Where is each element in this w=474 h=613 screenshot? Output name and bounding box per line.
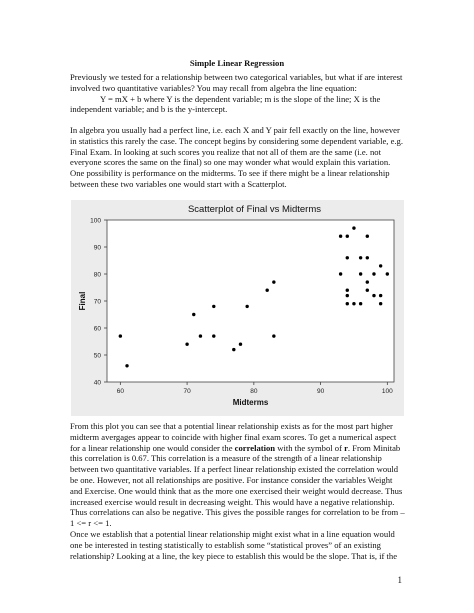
text-line: Previously we tested for a relationship between two categorical variables, but what if are interest — [70, 72, 403, 82]
data-point — [366, 235, 369, 238]
x-tick-label: 90 — [316, 388, 325, 395]
text-line: increased exercise would result in decreasing weight. This would have a negative relationship. — [70, 496, 395, 507]
x-axis-label: Midterms — [232, 398, 269, 407]
data-point — [339, 272, 342, 275]
data-point — [239, 343, 242, 346]
data-point — [346, 235, 349, 238]
text-line: independent variable; and b is the y-intercept. — [70, 104, 228, 115]
scatterplot-chart — [71, 200, 404, 416]
data-point — [212, 334, 215, 337]
data-point — [199, 334, 202, 337]
text-line: in statistics this rarely the case. The concept begins by considering some dependent variable, e.g. — [70, 135, 403, 146]
data-point — [366, 289, 369, 292]
x-tick-label: 100 — [381, 388, 393, 395]
data-point — [379, 294, 382, 297]
data-point — [119, 334, 122, 337]
text-line: one be interested in testing statistically to establish some “statistical proves” of an existing — [70, 539, 381, 550]
data-point — [359, 256, 362, 259]
text-line: In algebra you usually had a perfect line, i.e. each X and Y pair fell exactly on the line, however — [70, 125, 400, 135]
x-tick-label: 60 — [116, 388, 124, 395]
correlation-paragraph — [70, 421, 418, 561]
text-line: this correlation is 0.67. This correlation is a measure of the strength of a linear relationship — [70, 453, 382, 464]
equation-line: Y = mX + b where Y is the dependent variable; m is the slope of the line; X is the — [100, 93, 381, 104]
data-point — [125, 364, 128, 367]
document-title: Simple Linear Regression — [189, 58, 285, 68]
data-point — [366, 256, 369, 259]
x-tick-label: 70 — [183, 388, 191, 395]
text-line: Final Exam. In looking at such scores you realize that not all of them are the same (i.e. not — [70, 146, 381, 157]
data-point — [359, 302, 362, 305]
data-point — [366, 280, 369, 283]
data-point — [339, 235, 342, 238]
data-point — [245, 305, 248, 308]
scatterplot-svg — [71, 200, 404, 416]
data-point — [372, 272, 375, 275]
y-tick-label: 100 — [90, 217, 101, 225]
y-tick-label: 40 — [93, 379, 101, 387]
data-point — [346, 302, 349, 305]
text-line: From this plot you can see that a potential linear relationship exists as for the most part higher — [70, 421, 393, 431]
text-line: 1 <= r <= 1. — [70, 518, 112, 529]
data-point — [346, 289, 349, 292]
text-line: between two quantitative variables. If a perfect linear relationship existed the correlation would — [70, 464, 399, 475]
text-line: One possibility is performance on the midterms. To see if there might be a linear relationship — [70, 168, 390, 179]
data-point — [272, 334, 275, 337]
text-line: Once we establish that a potential linear relationship might exist what in a line equation would — [70, 528, 395, 539]
page-number: 1 — [397, 575, 402, 585]
data-point — [379, 302, 382, 305]
data-point — [346, 256, 349, 259]
data-point — [346, 294, 349, 297]
text-line: and Exercise. One would think that as the more one exercised their weight would decrease. Thus — [70, 485, 403, 496]
y-tick-label: 50 — [93, 352, 101, 360]
y-tick-label: 60 — [93, 325, 101, 333]
data-point — [265, 289, 268, 292]
data-point — [372, 294, 375, 297]
text-line: involved two quantitative variables? You may recall from algebra the line equation: — [70, 82, 357, 93]
data-point — [232, 348, 235, 351]
chart-title: Scatterplot of Final vs Midterms — [187, 204, 322, 215]
y-axis-label: Final — [78, 291, 87, 311]
x-tick-label: 80 — [250, 388, 258, 395]
data-point — [386, 272, 389, 275]
intro-paragraph — [70, 72, 418, 115]
scatterplot-intro-paragraph — [70, 125, 418, 190]
data-point — [185, 343, 188, 346]
text-line: Thus correlations can also be negative. This gives the possible ranges for correlation to be from – — [70, 507, 405, 518]
text-line: between these two variables one would start with a Scatterplot. — [70, 178, 287, 189]
plot-area — [107, 220, 394, 382]
text-line: relationship? Looking at a line, the key piece to establish this would be the slope. That is, if the — [70, 550, 398, 561]
text-line: be one. However, not all relationships are positive. For instance consider the variables Weight — [70, 474, 393, 485]
y-tick-label: 80 — [93, 271, 101, 279]
text-line: everyone scores the same on the final) so one may wonder what would explain this variation. — [70, 157, 391, 168]
data-point — [352, 302, 355, 305]
data-point — [272, 280, 275, 283]
y-tick-label: 70 — [93, 298, 101, 306]
y-tick-label: 90 — [93, 244, 101, 252]
data-point — [379, 264, 382, 267]
text-line: for a linear relationship one would consider the correlation with the symbol of r. From Minitab — [70, 442, 401, 453]
text-line: midterm avergages appear to coincide with higher final exam scores. To get a numerical aspect — [70, 431, 397, 442]
data-point — [212, 305, 215, 308]
data-point — [192, 313, 195, 316]
data-point — [359, 272, 362, 275]
data-point — [352, 226, 355, 229]
